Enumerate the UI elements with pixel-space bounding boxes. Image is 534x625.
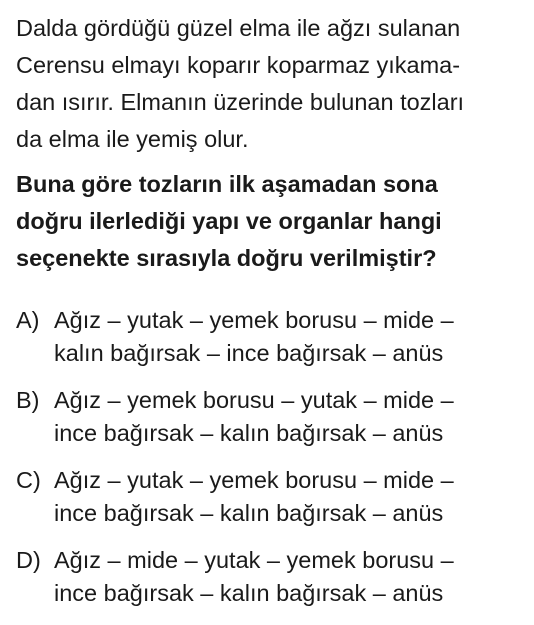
option-letter: D)	[16, 547, 41, 573]
option-b[interactable]	[16, 384, 524, 450]
prompt-line: Buna göre tozların ilk aşamadan sona	[16, 171, 438, 197]
option-text-line: Ağız – yemek borusu – yutak – mide –	[54, 387, 454, 413]
option-text-line: ince bağırsak – kalın bağırsak – anüs	[54, 420, 444, 446]
question-prompt	[16, 166, 524, 277]
stem-line: da elma ile yemiş olur.	[16, 126, 249, 152]
stem-line: Dalda gördüğü güzel elma ile ağzı sulanan	[16, 15, 461, 41]
answer-options	[16, 304, 524, 610]
option-letter: B)	[16, 387, 40, 413]
option-text-line: kalın bağırsak – ince bağırsak – anüs	[54, 340, 444, 366]
option-a[interactable]	[16, 304, 524, 370]
stem-line: Cerensu elmayı koparır koparmaz yıkama-	[16, 52, 461, 78]
option-letter: C)	[16, 467, 41, 493]
option-d[interactable]	[16, 544, 524, 610]
option-text-line: Ağız – mide – yutak – yemek borusu –	[54, 547, 454, 573]
stem-line: dan ısırır. Elmanın üzerinde bulunan tozları	[16, 89, 465, 115]
option-letter: A)	[16, 307, 40, 333]
option-text-line: ince bağırsak – kalın bağırsak – anüs	[54, 580, 444, 606]
option-text-line: Ağız – yutak – yemek borusu – mide –	[54, 467, 454, 493]
option-c[interactable]	[16, 464, 524, 530]
prompt-line: seçenekte sırasıyla doğru verilmiştir?	[16, 245, 437, 271]
option-text-line: ince bağırsak – kalın bağırsak – anüs	[54, 500, 444, 526]
question-stem	[16, 10, 524, 158]
prompt-line: doğru ilerlediği yapı ve organlar hangi	[16, 208, 442, 234]
option-text-line: Ağız – yutak – yemek borusu – mide –	[54, 307, 454, 333]
question-block	[16, 10, 524, 624]
